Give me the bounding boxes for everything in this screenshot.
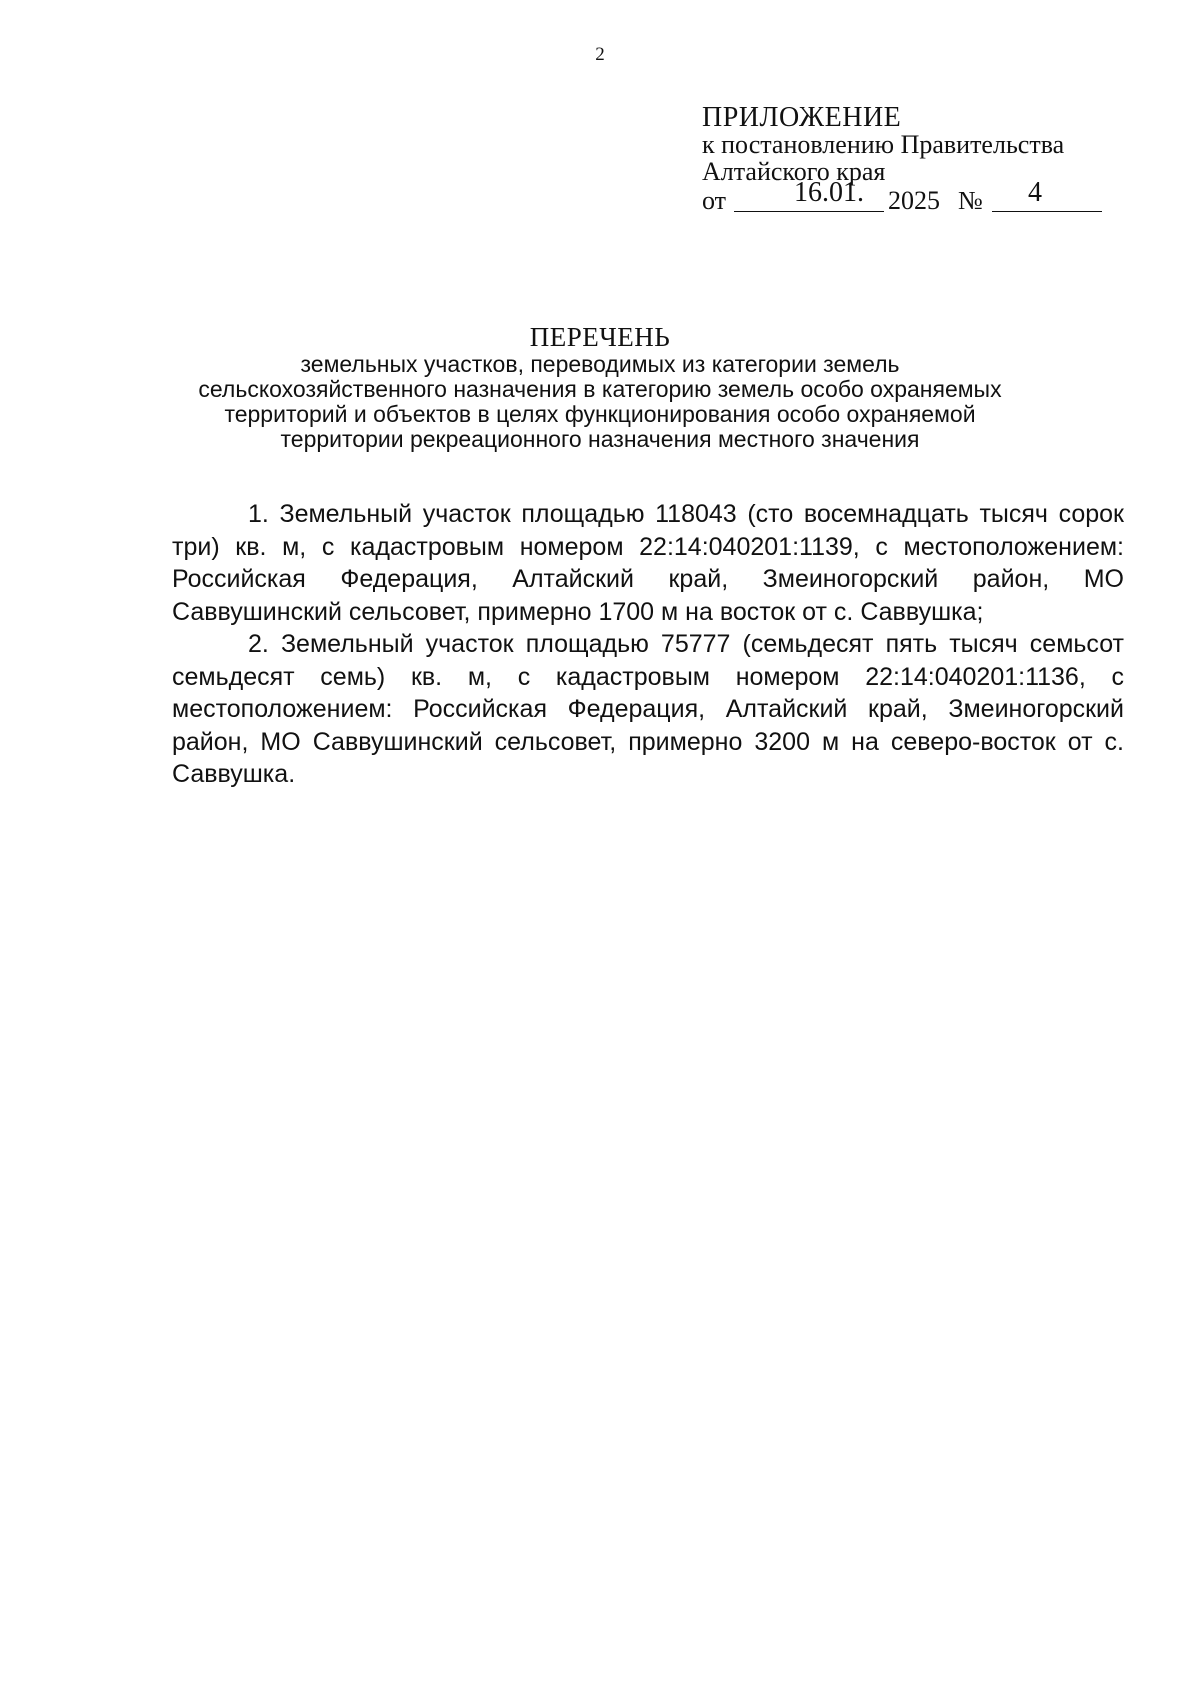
date-underline [734,211,884,212]
from-label: от [702,186,727,215]
appendix-date-number-row [702,177,1064,215]
heading-subtitle-line: территории рекреационного назначения местного значения [280,426,920,452]
heading-subtitle-line: территорий и объектов в целях функционирования особо охраняемой [224,401,976,427]
heading-subtitle-line: земельных участков, переводимых из категории земель [300,351,900,377]
land-plots-list [172,498,1124,791]
list-item: 1. Земельный участок площадью 118043 (сто восемнадцать тысяч сорок три) кв. м, с кадастровым номером 22:14:040201:1139, с местоположением: Российская Федерация, Алтайский край, Змеиногорский район, МО Саввушинский сельсовет, примерно 1700 м на восток от с. Саввушка; [172,500,1124,626]
list-item: 2. Земельный участок площадью 75777 (семьдесят пять тысяч семьсот семьдесят семь) кв. м, с кадастровым номером 22:14:040201:1136, с местоположением: Российская Федерация, Алтайский край, Змеиногорский район, МО Саввушинский сельсовет, примерно 3200 м на северо-восток от с. Саввушка. [172,630,1124,788]
heading-title: ПЕРЕЧЕНЬ [529,322,671,352]
appendix-line-region: Алтайского края [702,157,886,186]
heading-subtitle-line: сельскохозяйственного назначения в категорию земель особо охраняемых [198,376,1002,402]
handwritten-date: 16.01. [794,177,864,208]
appendix-title: ПРИЛОЖЕНИЕ [702,102,902,133]
appendix-block [702,104,1064,215]
number-underline [992,211,1102,212]
number-label: № [958,186,983,215]
handwritten-number: 4 [1028,177,1042,208]
page-number: 2 [595,44,605,65]
year-text: 2025 [888,186,940,215]
appendix-line-resolution: к постановлению Правительства [702,130,1065,159]
list-heading [0,322,1200,452]
